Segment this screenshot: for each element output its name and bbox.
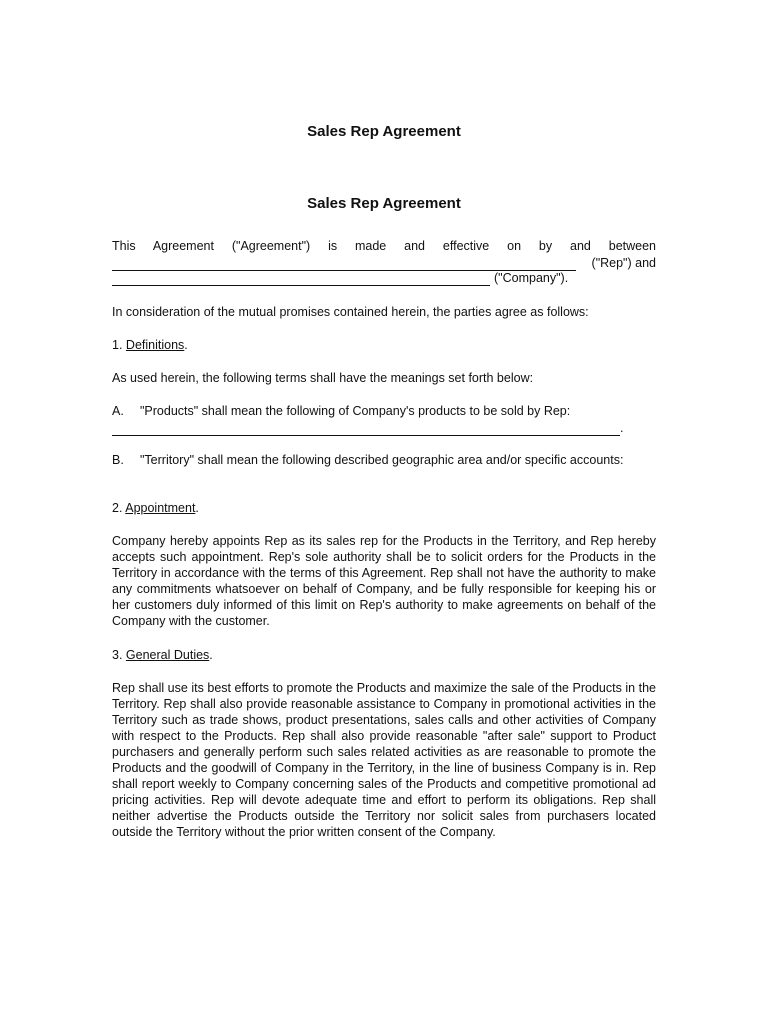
- products-blank: [112, 423, 620, 436]
- section-1-heading: 1. Definitions.: [112, 338, 188, 352]
- section-1-title: Definitions: [125, 338, 185, 352]
- section-3-body: Rep shall use its best efforts to promote the Products and maximize the sale of the Products in the Territory. Rep shall also provide reasonable assistance to Company in promotional activities in the Territory such as trade shows, product presentations, sales calls and other activities of Company with respect to the Products. Rep shall also provide reasonable "after sale" support to Product purchasers and generally perform such sales related activities as are reasonable to promote the Products and the goodwill of Company in the Territory, in the line of business Company is in. Rep shall report weekly to Company concerning sales of the Products and competitive promotional ad pricing activities. Rep will devote adequate time and effort to perform its obligations. Rep shall neither advertise the Products outside the Territory nor solicit sales from purchasers located outside the Territory without the prior written consent of the Company.: [112, 681, 656, 839]
- definition-a-text: "Products" shall mean the following of Company's products to be sold by Rep:: [140, 404, 571, 418]
- products-blank-line: .: [112, 420, 656, 436]
- definition-a: [112, 403, 656, 419]
- intro-company-label: ("Company").: [494, 271, 569, 285]
- section-3-title: General Duties: [125, 648, 210, 662]
- definition-a-marker: A.: [112, 404, 124, 418]
- section-2-title: Appointment: [125, 501, 196, 515]
- agreement-heading: Sales Rep Agreement: [307, 195, 461, 212]
- consideration-paragraph: In consideration of the mutual promises contained herein, the parties agree as follows:: [112, 305, 589, 319]
- section-3-heading: 3. General Duties.: [112, 648, 213, 662]
- intro-line: This Agreement ("Agreement") is made and effective on by and between: [112, 239, 656, 253]
- definition-b-marker: B.: [112, 453, 124, 467]
- definition-b-text: "Territory" shall mean the following described geographic area and/or specific accounts:: [140, 453, 624, 467]
- definitions-intro: As used herein, the following terms shall have the meanings set forth below:: [112, 371, 534, 385]
- section-2-body: Company hereby appoints Rep as its sales rep for the Products in the Territory, and Rep hereby accepts such appointment. Rep's sole authority shall be to solicit orders for the Products in the Territory in accordance with the terms of this Agreement. Rep shall not have the authority to make any commitments whatsoever on behalf of Company, and be fully responsible for keeping his or her customers duly informed of this limit on Rep's authority to make agreements on behalf of the Company with the customer.: [112, 534, 656, 628]
- section-2-number: 2.: [112, 501, 123, 515]
- document-title: Sales Rep Agreement: [307, 123, 461, 140]
- section-1-number: 1.: [112, 338, 123, 352]
- intro-rep-label: ("Rep") and: [591, 256, 656, 270]
- section-2-heading: 2. Appointment.: [112, 501, 199, 515]
- company-name-blank: [112, 273, 490, 286]
- intro-company-line: [112, 270, 656, 286]
- section-3-number: 3.: [112, 648, 123, 662]
- intro-rep-line: [112, 255, 656, 271]
- definition-b: [112, 452, 656, 468]
